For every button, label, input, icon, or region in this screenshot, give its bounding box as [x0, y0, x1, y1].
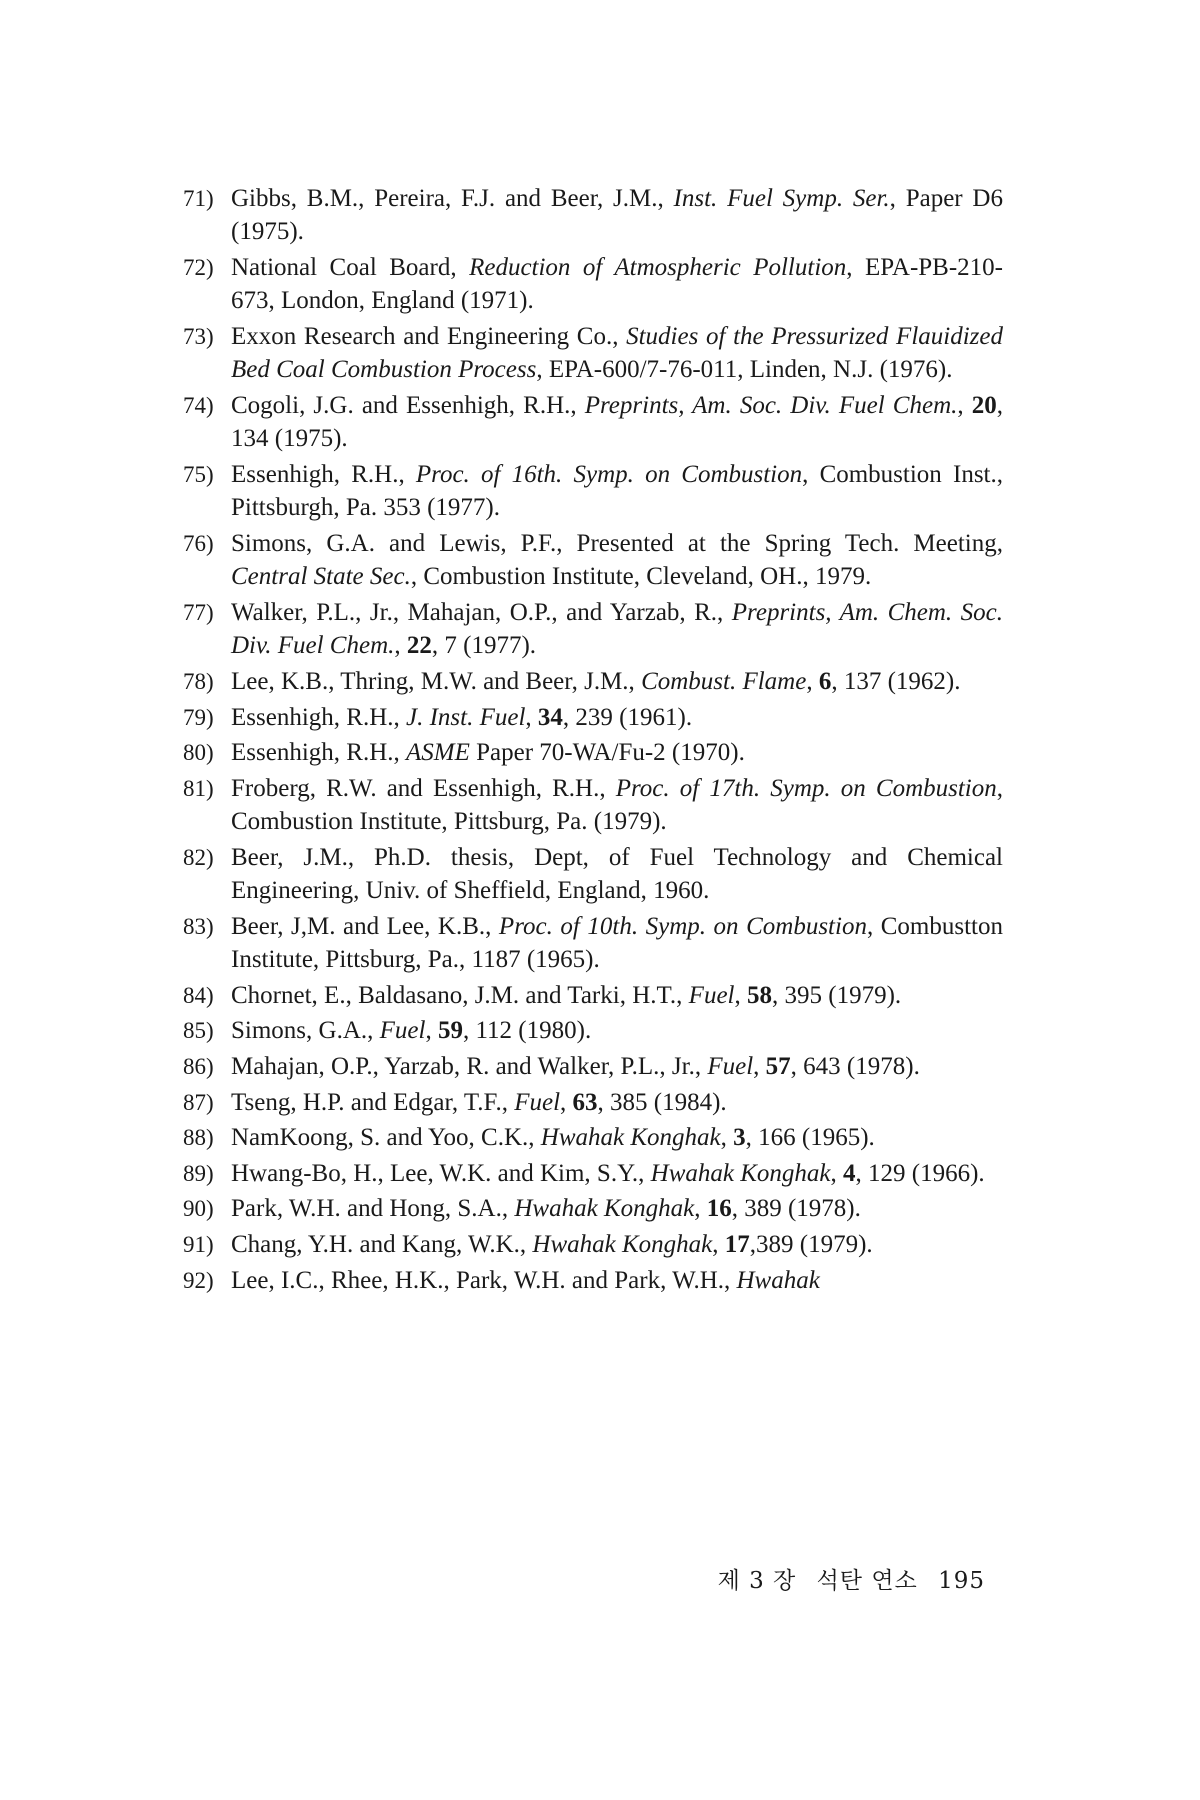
- reference-title-italic: Fuel: [514, 1088, 561, 1116]
- reference-segment: ,: [734, 981, 747, 1009]
- reference-text: [231, 323, 1003, 383]
- reference-entry: [183, 458, 1003, 525]
- reference-text: [231, 1017, 591, 1044]
- reference-entry: [183, 320, 1003, 387]
- reference-text: [231, 185, 1003, 245]
- reference-text: [231, 844, 1003, 904]
- reference-segment: Lee, I.C., Rhee, H.K., Park, W.H. and Park, W.H.,: [231, 1266, 737, 1294]
- reference-segment: Chornet, E., Baldasano, J.M. and Tarki, H.T.,: [231, 981, 689, 1009]
- reference-segment: Tseng, H.P. and Edgar, T.F.,: [231, 1088, 515, 1116]
- reference-text: [231, 739, 745, 766]
- reference-segment: Beer, J.M., Ph.D. thesis, Dept, of Fuel Technology and Chemical Engineering, Univ. of Sheffield, England, 1960.: [231, 843, 1003, 905]
- reference-title-italic: Inst. Fuel Symp. Ser.: [673, 185, 890, 212]
- reference-title-italic: Hwahak Konghak: [540, 1124, 721, 1152]
- reference-volume: 57: [765, 1052, 791, 1080]
- reference-volume: 59: [437, 1017, 463, 1045]
- reference-segment: Essenhigh, R.H.,: [231, 461, 416, 488]
- page-number: 195: [938, 1568, 985, 1594]
- reference-entry: [183, 182, 1003, 249]
- reference-segment: , EPA-PB-210-673, London, England (1971).: [231, 254, 1003, 315]
- reference-segment: , 395 (1979).: [772, 981, 902, 1009]
- reference-title-italic: Fuel: [707, 1052, 754, 1080]
- reference-title-italic: Hwahak: [736, 1266, 820, 1294]
- reference-segment: , 112 (1980).: [462, 1017, 592, 1045]
- reference-volume: 17: [724, 1230, 750, 1258]
- reference-segment: Gibbs, B.M., Pereira, F.J. and Beer, J.M.,: [231, 185, 674, 212]
- reference-volume: 34: [537, 703, 563, 731]
- reference-segment: Mahajan, O.P., Yarzab, R. and Walker, P.L., Jr.,: [231, 1052, 708, 1080]
- reference-entry: [183, 527, 1003, 594]
- reference-entry: [183, 736, 1003, 769]
- reference-entry: [183, 701, 1003, 734]
- reference-text: [231, 775, 1003, 835]
- reference-title-italic: Preprints, Am. Soc. Div. Fuel Chem.: [584, 392, 958, 419]
- reference-number: 85): [183, 1018, 214, 1044]
- reference-segment: Walker, P.L., Jr., Mahajan, O.P., and Yarzab, R.,: [231, 599, 732, 626]
- reference-entry: [183, 772, 1003, 839]
- reference-segment: , 239 (1961).: [562, 703, 693, 731]
- reference-number: 92): [183, 1267, 214, 1293]
- reference-entry: [183, 251, 1003, 318]
- reference-text: [231, 1267, 820, 1294]
- reference-entry: [183, 1192, 1003, 1225]
- reference-segment: ,: [753, 1052, 766, 1080]
- reference-text: [231, 1089, 727, 1116]
- reference-volume: 58: [747, 981, 772, 1009]
- page-footer: [706, 1562, 985, 1595]
- reference-segment: Simons, G.A. and Lewis, P.F., Presented at the Spring Tech. Meeting,: [231, 530, 1003, 557]
- reference-title-italic: Preprints, Am. Chem. Soc. Div. Fuel Chem.: [231, 599, 1003, 660]
- reference-title-italic: Central State Sec.: [231, 563, 411, 591]
- reference-number: 74): [183, 393, 214, 418]
- reference-number: 81): [183, 775, 214, 801]
- reference-segment: Froberg, R.W. and Essenhigh, R.H.,: [231, 774, 616, 802]
- reference-segment: , Paper D6 (1975).: [231, 185, 1003, 246]
- reference-number: 82): [183, 844, 214, 870]
- reference-segment: Exxon Research and Engineering Co.,: [231, 323, 627, 350]
- reference-title-italic: Reduction of Atmospheric Pollution: [469, 254, 847, 281]
- reference-number: 88): [183, 1125, 214, 1151]
- reference-number: 76): [183, 531, 214, 556]
- reference-entry: [183, 1050, 1003, 1083]
- reference-volume: 4: [843, 1159, 856, 1187]
- reference-entry: [183, 596, 1003, 663]
- reference-entry: [183, 1157, 1003, 1190]
- reference-text: [231, 392, 1003, 452]
- reference-segment: , 643 (1978).: [790, 1052, 920, 1080]
- reference-segment: Simons, G.A.,: [231, 1017, 380, 1045]
- reference-text: [231, 982, 901, 1009]
- reference-segment: Cogoli, J.G. and Essenhigh, R.H.,: [231, 392, 585, 419]
- reference-text: [231, 530, 1003, 590]
- reference-number: 83): [183, 913, 214, 939]
- reference-number: 73): [183, 324, 214, 349]
- reference-text: [231, 1053, 920, 1080]
- reference-title-italic: Proc. of 16th. Symp. on Combustion: [415, 461, 803, 488]
- footer-chapter: 제 3 장: [717, 1568, 797, 1594]
- reference-volume: 6: [818, 668, 832, 695]
- reference-segment: , 129 (1966).: [855, 1159, 985, 1187]
- reference-volume: 3: [733, 1124, 746, 1152]
- reference-segment: Essenhigh, R.H.,: [231, 703, 406, 731]
- reference-text: [231, 599, 1003, 659]
- reference-entry: [183, 910, 1003, 977]
- reference-title-italic: Proc. of 17th. Symp. on Combustion: [615, 774, 997, 802]
- reference-segment: NamKoong, S. and Yoo, C.K.,: [231, 1124, 541, 1152]
- reference-number: 90): [183, 1196, 214, 1222]
- reference-volume: 22: [406, 632, 432, 660]
- reference-segment: , 389 (1978).: [731, 1195, 861, 1223]
- reference-volume: 63: [572, 1088, 598, 1116]
- reference-text: [231, 668, 961, 695]
- reference-title-italic: Fuel: [379, 1017, 426, 1045]
- reference-text: [231, 913, 1003, 973]
- reference-segment: National Coal Board,: [231, 254, 470, 281]
- reference-number: 79): [183, 704, 214, 730]
- reference-title-italic: Hwahak Konghak: [532, 1230, 713, 1258]
- reference-segment: , 137 (1962).: [831, 668, 961, 695]
- reference-segment: , 134 (1975).: [231, 392, 1003, 453]
- reference-segment: Lee, K.B., Thring, M.W. and Beer, J.M.,: [231, 668, 642, 695]
- reference-title-italic: Studies of the Pressurized Flauidized Bed Coal Combustion Process: [231, 323, 1003, 384]
- reference-entry: [183, 841, 1003, 908]
- reference-number: 71): [183, 186, 214, 211]
- reference-segment: ,: [720, 1124, 734, 1152]
- reference-segment: , EPA-600/7-76-011, Linden, N.J. (1976).: [536, 356, 953, 384]
- reference-entry: [183, 1121, 1003, 1154]
- reference-title-italic: Fuel: [688, 981, 735, 1009]
- reference-number: 87): [183, 1089, 214, 1115]
- reference-segment: , 7 (1977).: [431, 632, 537, 660]
- reference-title-italic: ASME: [406, 739, 470, 767]
- reference-list: [183, 182, 1003, 1299]
- reference-entry: [183, 1264, 1003, 1297]
- reference-number: 89): [183, 1160, 214, 1186]
- reference-entry: [183, 979, 1003, 1012]
- reference-number: 91): [183, 1231, 214, 1257]
- reference-number: 86): [183, 1053, 214, 1079]
- reference-number: 80): [183, 740, 214, 766]
- reference-entry: [183, 665, 1003, 698]
- reference-entry: [183, 1086, 1003, 1119]
- reference-volume: 20: [971, 392, 997, 419]
- reference-segment: Chang, Y.H. and Kang, W.K.,: [231, 1230, 533, 1258]
- reference-title-italic: Proc. of 10th. Symp. on Combustion: [498, 912, 867, 940]
- reference-text: [231, 1124, 875, 1151]
- reference-segment: ,: [560, 1088, 573, 1116]
- reference-title-italic: J. Inst. Fuel: [406, 703, 526, 731]
- reference-segment: Beer, J,M. and Lee, K.B.,: [231, 912, 499, 940]
- reference-segment: ,: [806, 668, 819, 695]
- reference-title-italic: Combust. Flame: [641, 668, 807, 695]
- reference-segment: , Combustton Institute, Pittsburg, Pa., 1187 (1965).: [231, 912, 1003, 974]
- reference-volume: 16: [706, 1195, 732, 1223]
- reference-segment: ,: [957, 392, 972, 419]
- reference-segment: , Combustion Inst., Pittsburgh, Pa. 353 (1977).: [231, 461, 1003, 522]
- reference-segment: ,: [830, 1159, 844, 1187]
- reference-segment: ,: [525, 703, 538, 731]
- reference-segment: ,: [394, 632, 407, 660]
- reference-entry: [183, 1228, 1003, 1261]
- reference-segment: ,389 (1979).: [749, 1230, 873, 1258]
- reference-text: [231, 1160, 985, 1187]
- reference-segment: , Combustion Institute, Cleveland, OH., 1979.: [410, 563, 872, 591]
- reference-number: 78): [183, 669, 214, 694]
- reference-text: [231, 1231, 873, 1258]
- reference-number: 75): [183, 462, 214, 487]
- reference-segment: Paper 70-WA/Fu-2 (1970).: [469, 739, 745, 767]
- reference-segment: ,: [425, 1017, 438, 1045]
- reference-number: 72): [183, 255, 214, 280]
- reference-segment: Essenhigh, R.H.,: [231, 739, 406, 767]
- footer-chapter-title: 석탄 연소: [816, 1568, 918, 1594]
- reference-entry: [183, 1014, 1003, 1047]
- reference-entry: [183, 389, 1003, 456]
- reference-text: [231, 254, 1003, 314]
- reference-segment: ,: [712, 1230, 725, 1258]
- reference-segment: Park, W.H. and Hong, S.A.,: [231, 1195, 515, 1223]
- reference-segment: , 385 (1984).: [597, 1088, 727, 1116]
- reference-text: [231, 1195, 861, 1222]
- reference-segment: , 166 (1965).: [745, 1124, 875, 1152]
- reference-segment: ,: [694, 1195, 707, 1223]
- reference-text: [231, 461, 1003, 521]
- reference-title-italic: Hwahak Konghak: [514, 1195, 695, 1223]
- reference-text: [231, 704, 692, 731]
- reference-title-italic: Hwahak Konghak: [650, 1159, 831, 1187]
- reference-segment: Hwang-Bo, H., Lee, W.K. and Kim, S.Y.,: [231, 1159, 651, 1187]
- reference-number: 77): [183, 600, 214, 625]
- reference-number: 84): [183, 982, 214, 1008]
- reference-segment: , Combustion Institute, Pittsburg, Pa. (1979).: [231, 774, 1003, 836]
